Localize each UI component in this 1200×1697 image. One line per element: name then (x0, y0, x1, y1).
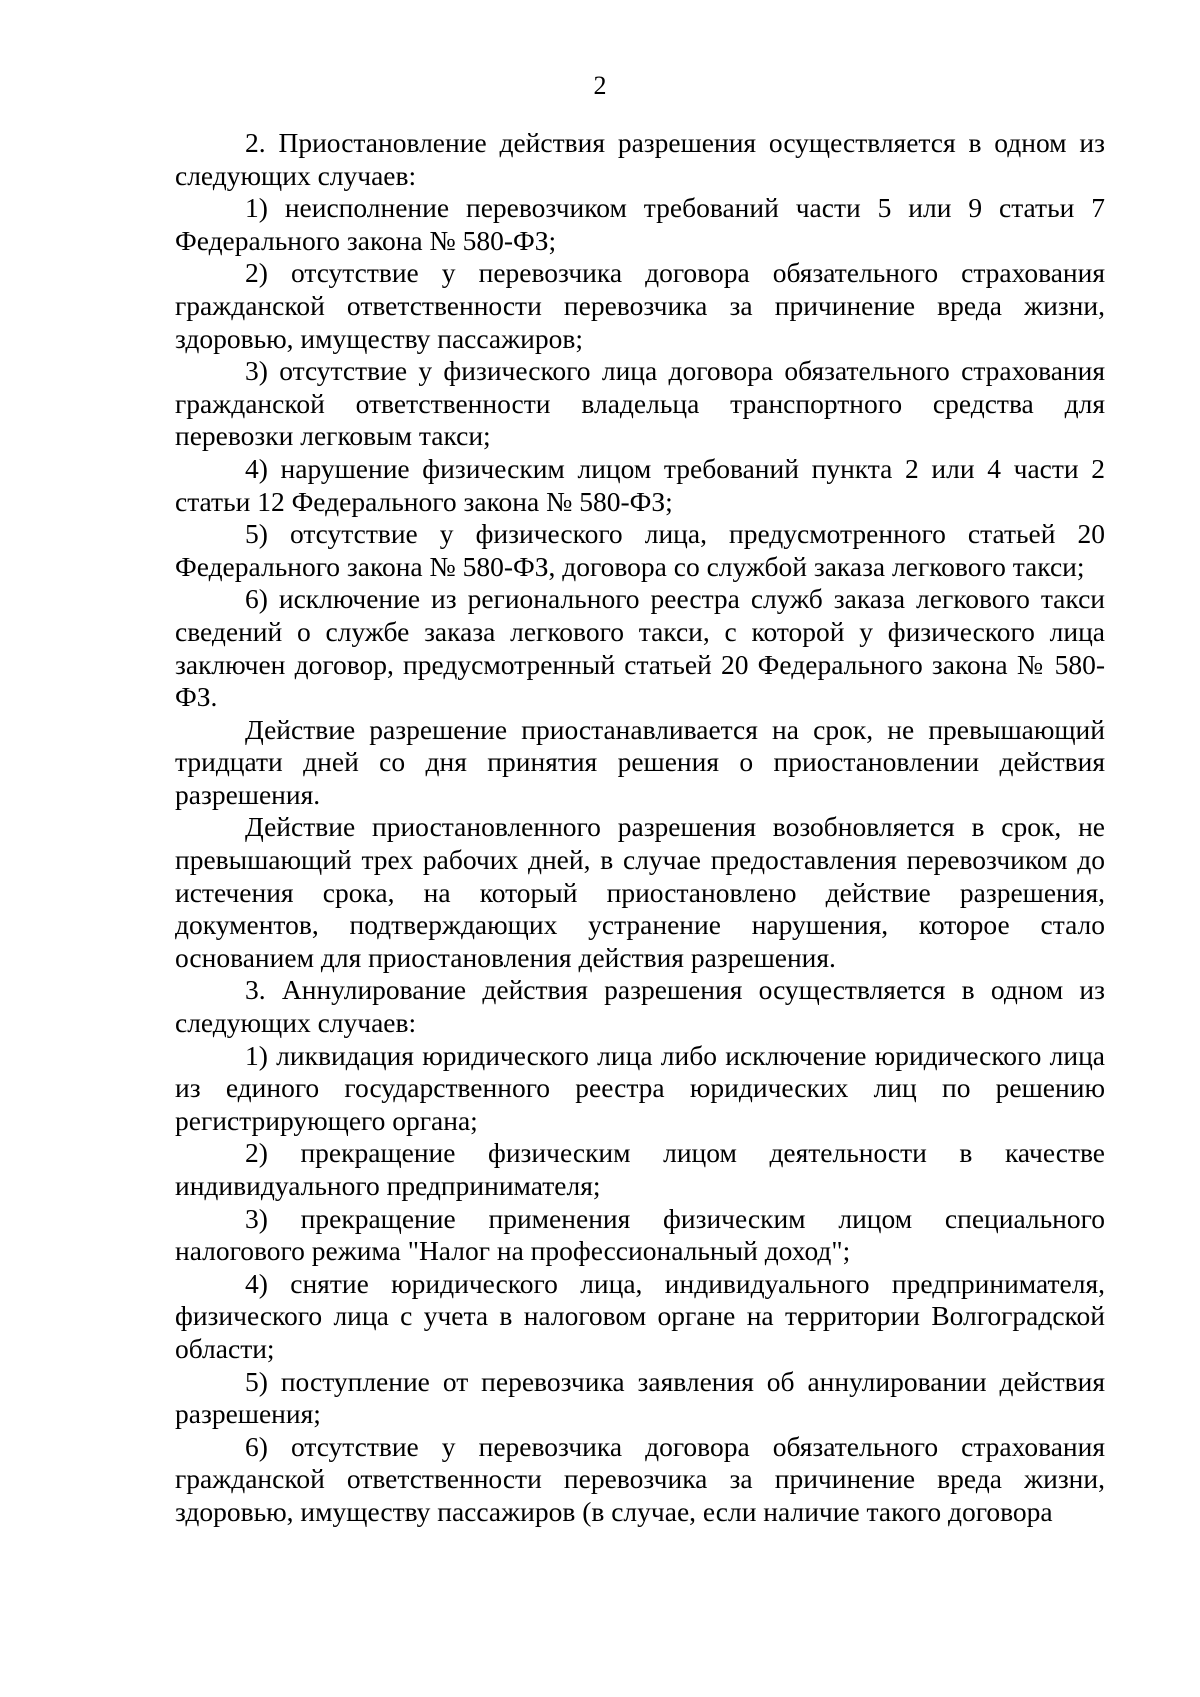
page-number: 2 (593, 71, 607, 100)
suspension-item-2: 2) отсутствие у перевозчика договора обязательного страхования гражданской ответственности перевозчика за причинение вреда жизни, здоровью, имуществу пассажиров; (175, 257, 1105, 354)
suspension-item-5: 5) отсутствие у физического лица, предусмотренного статьей 20 Федерального закона № 580-ФЗ, договора со службой заказа легкового такси; (175, 518, 1105, 582)
suspension-item-6: 6) исключение из регионального реестра служб заказа легкового такси сведений о службе заказа легкового такси, с которой у физического лица заключен договор, предусмотренный статьей 20 Федерального закона № 580-ФЗ. (175, 583, 1105, 713)
annulment-item-4: 4) снятие юридического лица, индивидуального предпринимателя, физического лица с учета в налоговом органе на территории Волгоградской области; (175, 1267, 1105, 1364)
annulment-item-6: 6) отсутствие у перевозчика договора обязательного страхования гражданской ответственности перевозчика за причинение вреда жизни, здоровью, имуществу пассажиров (в случае, если наличие такого договора (175, 1430, 1105, 1527)
annulment-item-1: 1) ликвидация юридического лица либо исключение юридического лица из единого государственного реестра юридических лиц по решению регистрирующего органа; (175, 1039, 1105, 1136)
resumption-paragraph: Действие приостановленного разрешения возобновляется в срок, не превышающий трех рабочих дней, в случае предоставления перевозчиком до истечения срока, на который приостановлено действие разрешения, документов, подтверждающих устранение нарушения, которое стало основанием для приостановления действия разрешения. (175, 811, 1105, 973)
annulment-item-5: 5) поступление от перевозчика заявления об аннулировании действия разрешения; (175, 1365, 1105, 1430)
suspension-term-paragraph: Действие разрешение приостанавливается на срок, не превышающий тридцати дней со дня принятия решения о приостановлении действия разрешения. (175, 713, 1105, 810)
annulment-item-2: 2) прекращение физическим лицом деятельности в качестве индивидуального предпринимателя; (175, 1137, 1105, 1201)
suspension-item-4: 4) нарушение физическим лицом требований пункта 2 или 4 части 2 статьи 12 Федерального закона № 580-ФЗ; (175, 452, 1105, 517)
document-body (175, 127, 1105, 1529)
suspension-item-3: 3) отсутствие у физического лица договора обязательного страхования гражданской ответственности владельца транспортного средства для перевозки легковым такси; (175, 355, 1105, 452)
section-2-heading-paragraph: 2. Приостановление действия разрешения осуществляется в одном из следующих случаев: (175, 127, 1105, 191)
section-3-heading-paragraph: 3. Аннулирование действия разрешения осуществляется в одном из следующих случаев: (175, 974, 1105, 1039)
annulment-item-3: 3) прекращение применения физическим лицом специального налогового режима "Налог на профессиональный доход"; (175, 1202, 1105, 1267)
suspension-item-1: 1) неисполнение перевозчиком требований части 5 или 9 статьи 7 Федерального закона № 580-ФЗ; (175, 192, 1105, 256)
